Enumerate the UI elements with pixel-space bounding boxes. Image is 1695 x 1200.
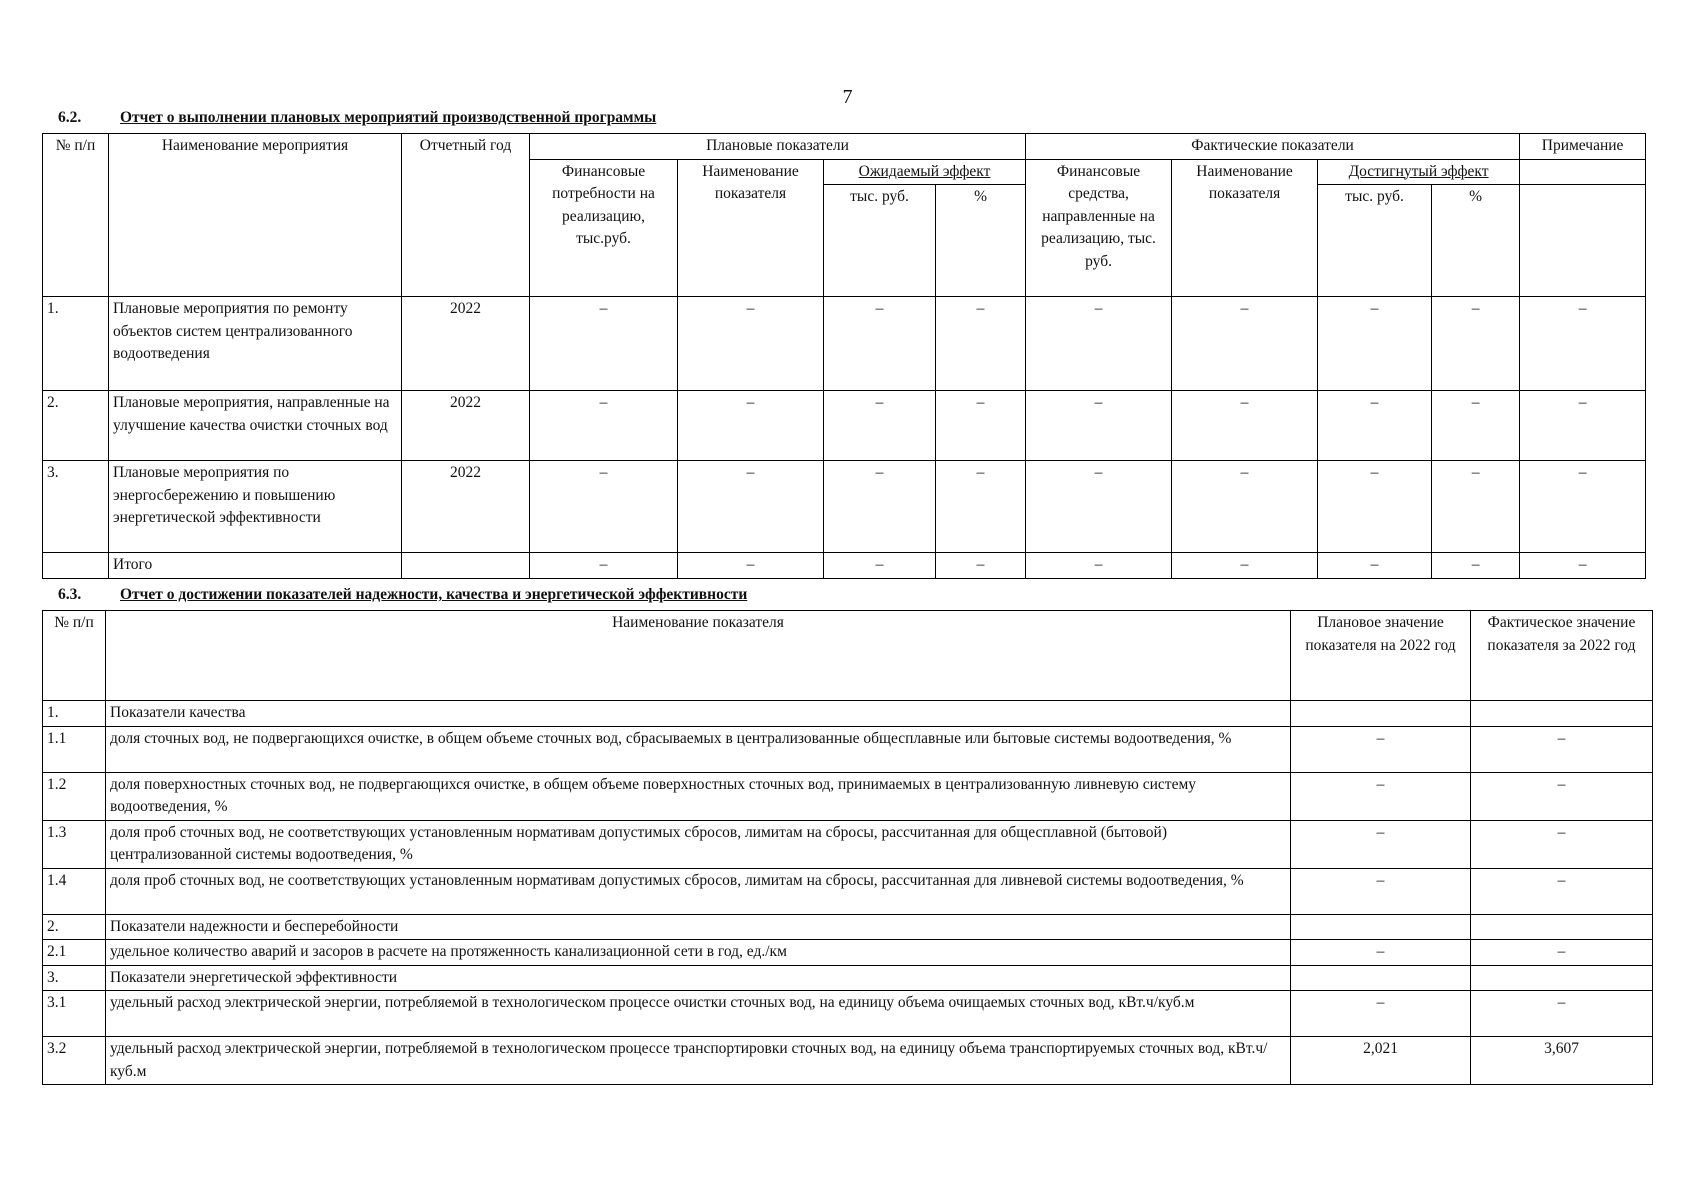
cell-plan: – <box>1291 940 1471 966</box>
header-note-sub2 <box>1520 185 1646 297</box>
row-name: доля поверхностных сточных вод, не подвергающихся очистке, в общем объеме поверхностных сточных вод, принимаемых в централизованную ливневую систему водоотведения, % <box>106 772 1291 820</box>
cell-plan: – <box>1291 772 1471 820</box>
cell-fact-indicator: – <box>1172 297 1318 391</box>
cell-fact-finance: – <box>1026 297 1172 391</box>
cell-note: – <box>1520 553 1646 579</box>
row-year <box>402 553 530 579</box>
cell-plan: 2,021 <box>1291 1037 1471 1085</box>
table-row <box>43 726 1653 772</box>
header-achieved-effect: Достигнутый эффект <box>1318 159 1520 185</box>
row-num: 1. <box>43 297 109 391</box>
indicators-table <box>42 610 1653 1085</box>
cell-plan: – <box>1291 726 1471 772</box>
cell-note: – <box>1520 297 1646 391</box>
cell-fact <box>1471 701 1653 727</box>
row-name: Показатели надежности и бесперебойности <box>106 914 1291 940</box>
header-fact-value: Фактическое значение показателя за 2022 год <box>1471 611 1653 701</box>
row-name: Плановые мероприятия по энергосбережению и повышению энергетической эффективности <box>109 461 402 553</box>
total-row <box>43 553 1646 579</box>
row-name: доля проб сточных вод, не соответствующих установленным нормативам допустимых сбросов, лимитам на сбросы, рассчитанная для ливневой системы водоотведения, % <box>106 868 1291 914</box>
section-6-2-text: Отчет о выполнении плановых мероприятий производственной программы <box>120 109 657 126</box>
cell-fact-thous: – <box>1318 553 1432 579</box>
section-6-2-title <box>58 109 656 127</box>
cell-fact-thous: – <box>1318 391 1432 461</box>
cell-note: – <box>1520 461 1646 553</box>
cell-plan-thous: – <box>824 553 936 579</box>
table-row <box>43 868 1653 914</box>
header-plan-value: Плановое значение показателя на 2022 год <box>1291 611 1471 701</box>
row-year: 2022 <box>402 461 530 553</box>
cell-fact-finance: – <box>1026 461 1172 553</box>
header-num: № п/п <box>43 134 109 297</box>
row-num: 1.3 <box>43 820 106 868</box>
row-num: 2. <box>43 914 106 940</box>
section-6-3-text: Отчет о достижении показателей надежности, качества и энергетической эффективности <box>120 586 748 603</box>
table-row <box>43 391 1646 461</box>
header-indicator-name: Наименование показателя <box>106 611 1291 701</box>
cell-plan-thous: – <box>824 391 936 461</box>
table-row <box>43 701 1653 727</box>
row-name: доля сточных вод, не подвергающихся очистке, в общем объеме сточных вод, сбрасываемых в централизованные общесплавные или бытовые системы водоотведения, % <box>106 726 1291 772</box>
header-note-sub <box>1520 159 1646 185</box>
cell-fact-percent: – <box>1432 461 1520 553</box>
row-name: Показатели качества <box>106 701 1291 727</box>
cell-plan-indicator: – <box>678 553 824 579</box>
cell-fact: 3,607 <box>1471 1037 1653 1085</box>
row-num: 3.1 <box>43 991 106 1037</box>
cell-fact-indicator: – <box>1172 391 1318 461</box>
cell-fact: – <box>1471 820 1653 868</box>
section-6-3-number: 6.3. <box>58 586 82 603</box>
cell-fact: – <box>1471 772 1653 820</box>
header-plan-indicator: Наименование показателя <box>678 159 824 297</box>
cell-plan-finance: – <box>530 553 678 579</box>
header-fact-indicator: Наименование показателя <box>1172 159 1318 297</box>
row-name: Плановые мероприятия, направленные на улучшение качества очистки сточных вод <box>109 391 402 461</box>
table-row <box>43 461 1646 553</box>
table-row <box>43 914 1653 940</box>
row-num: 1. <box>43 701 106 727</box>
cell-plan: – <box>1291 820 1471 868</box>
header-num: № п/п <box>43 611 106 701</box>
row-name: удельный расход электрической энергии, потребляемой в технологическом процессе транспортировки сточных вод, на единицу объема транспортируемых сточных вод, кВт.ч/куб.м <box>106 1037 1291 1085</box>
row-num: 2. <box>43 391 109 461</box>
cell-fact-thous: – <box>1318 461 1432 553</box>
table-row <box>43 820 1653 868</box>
cell-plan: – <box>1291 868 1471 914</box>
cell-plan <box>1291 914 1471 940</box>
row-name: Плановые мероприятия по ремонту объектов систем централизованного водоотведения <box>109 297 402 391</box>
cell-fact <box>1471 914 1653 940</box>
row-name: удельный расход электрической энергии, потребляемой в технологическом процессе очистки сточных вод, на единицу объема очищаемых сточных вод, кВт.ч/куб.м <box>106 991 1291 1037</box>
header-activity-name: Наименование мероприятия <box>109 134 402 297</box>
header-fact-finance: Финансовые средства, направленные на реализацию, тыс. руб. <box>1026 159 1172 297</box>
cell-plan-finance: – <box>530 391 678 461</box>
table-row <box>43 965 1653 991</box>
row-year: 2022 <box>402 391 530 461</box>
cell-plan-thous: – <box>824 297 936 391</box>
row-num <box>43 553 109 579</box>
cell-plan-percent: – <box>936 391 1026 461</box>
page-number: 7 <box>842 86 853 108</box>
row-year: 2022 <box>402 297 530 391</box>
table-row <box>43 991 1653 1037</box>
cell-fact-percent: – <box>1432 297 1520 391</box>
cell-plan <box>1291 965 1471 991</box>
row-num: 2.1 <box>43 940 106 966</box>
header-report-year: Отчетный год <box>402 134 530 297</box>
row-num: 3.2 <box>43 1037 106 1085</box>
cell-plan-finance: – <box>530 461 678 553</box>
cell-plan-thous: – <box>824 461 936 553</box>
cell-fact: – <box>1471 991 1653 1037</box>
row-num: 1.1 <box>43 726 106 772</box>
cell-plan-indicator: – <box>678 461 824 553</box>
cell-plan-finance: – <box>530 297 678 391</box>
cell-plan-percent: – <box>936 553 1026 579</box>
cell-fact: – <box>1471 940 1653 966</box>
header-fact-thous-rub: тыс. руб. <box>1318 185 1432 297</box>
header-fact-percent: % <box>1432 185 1520 297</box>
cell-fact-percent: – <box>1432 553 1520 579</box>
cell-plan-percent: – <box>936 297 1026 391</box>
header-plan-finance: Финансовые потребности на реализацию, тыс.руб. <box>530 159 678 297</box>
header-actual: Фактические показатели <box>1026 134 1520 160</box>
header-plan-percent: % <box>936 185 1026 297</box>
row-name: удельное количество аварий и засоров в расчете на протяженность канализационной сети в год, ед./км <box>106 940 1291 966</box>
row-num: 3. <box>43 965 106 991</box>
cell-fact: – <box>1471 868 1653 914</box>
cell-plan-percent: – <box>936 461 1026 553</box>
cell-plan-indicator: – <box>678 391 824 461</box>
header-plan-thous-rub: тыс. руб. <box>824 185 936 297</box>
cell-note: – <box>1520 391 1646 461</box>
cell-fact-finance: – <box>1026 553 1172 579</box>
row-num: 3. <box>43 461 109 553</box>
cell-plan <box>1291 701 1471 727</box>
row-num: 1.2 <box>43 772 106 820</box>
cell-fact <box>1471 965 1653 991</box>
cell-fact-percent: – <box>1432 391 1520 461</box>
section-6-2-number: 6.2. <box>58 109 82 126</box>
row-name: доля проб сточных вод, не соответствующих установленным нормативам допустимых сбросов, лимитам на сбросы, рассчитанная для общесплавной (бытовой) централизованной системы водоотведения, % <box>106 820 1291 868</box>
cell-plan-indicator: – <box>678 297 824 391</box>
table-row <box>43 940 1653 966</box>
table-row <box>43 297 1646 391</box>
cell-fact: – <box>1471 726 1653 772</box>
table-row <box>43 772 1653 820</box>
cell-fact-thous: – <box>1318 297 1432 391</box>
cell-fact-finance: – <box>1026 391 1172 461</box>
cell-plan: – <box>1291 991 1471 1037</box>
planned-activities-table <box>42 133 1646 579</box>
row-name: Показатели энергетической эффективности <box>106 965 1291 991</box>
table-row <box>43 1037 1653 1085</box>
row-num: 1.4 <box>43 868 106 914</box>
header-planned: Плановые показатели <box>530 134 1026 160</box>
section-6-3-title <box>58 586 747 604</box>
cell-fact-indicator: – <box>1172 461 1318 553</box>
header-note: Примечание <box>1520 134 1646 160</box>
row-name: Итого <box>109 553 402 579</box>
header-expected-effect: Ожидаемый эффект <box>824 159 1026 185</box>
cell-fact-indicator: – <box>1172 553 1318 579</box>
